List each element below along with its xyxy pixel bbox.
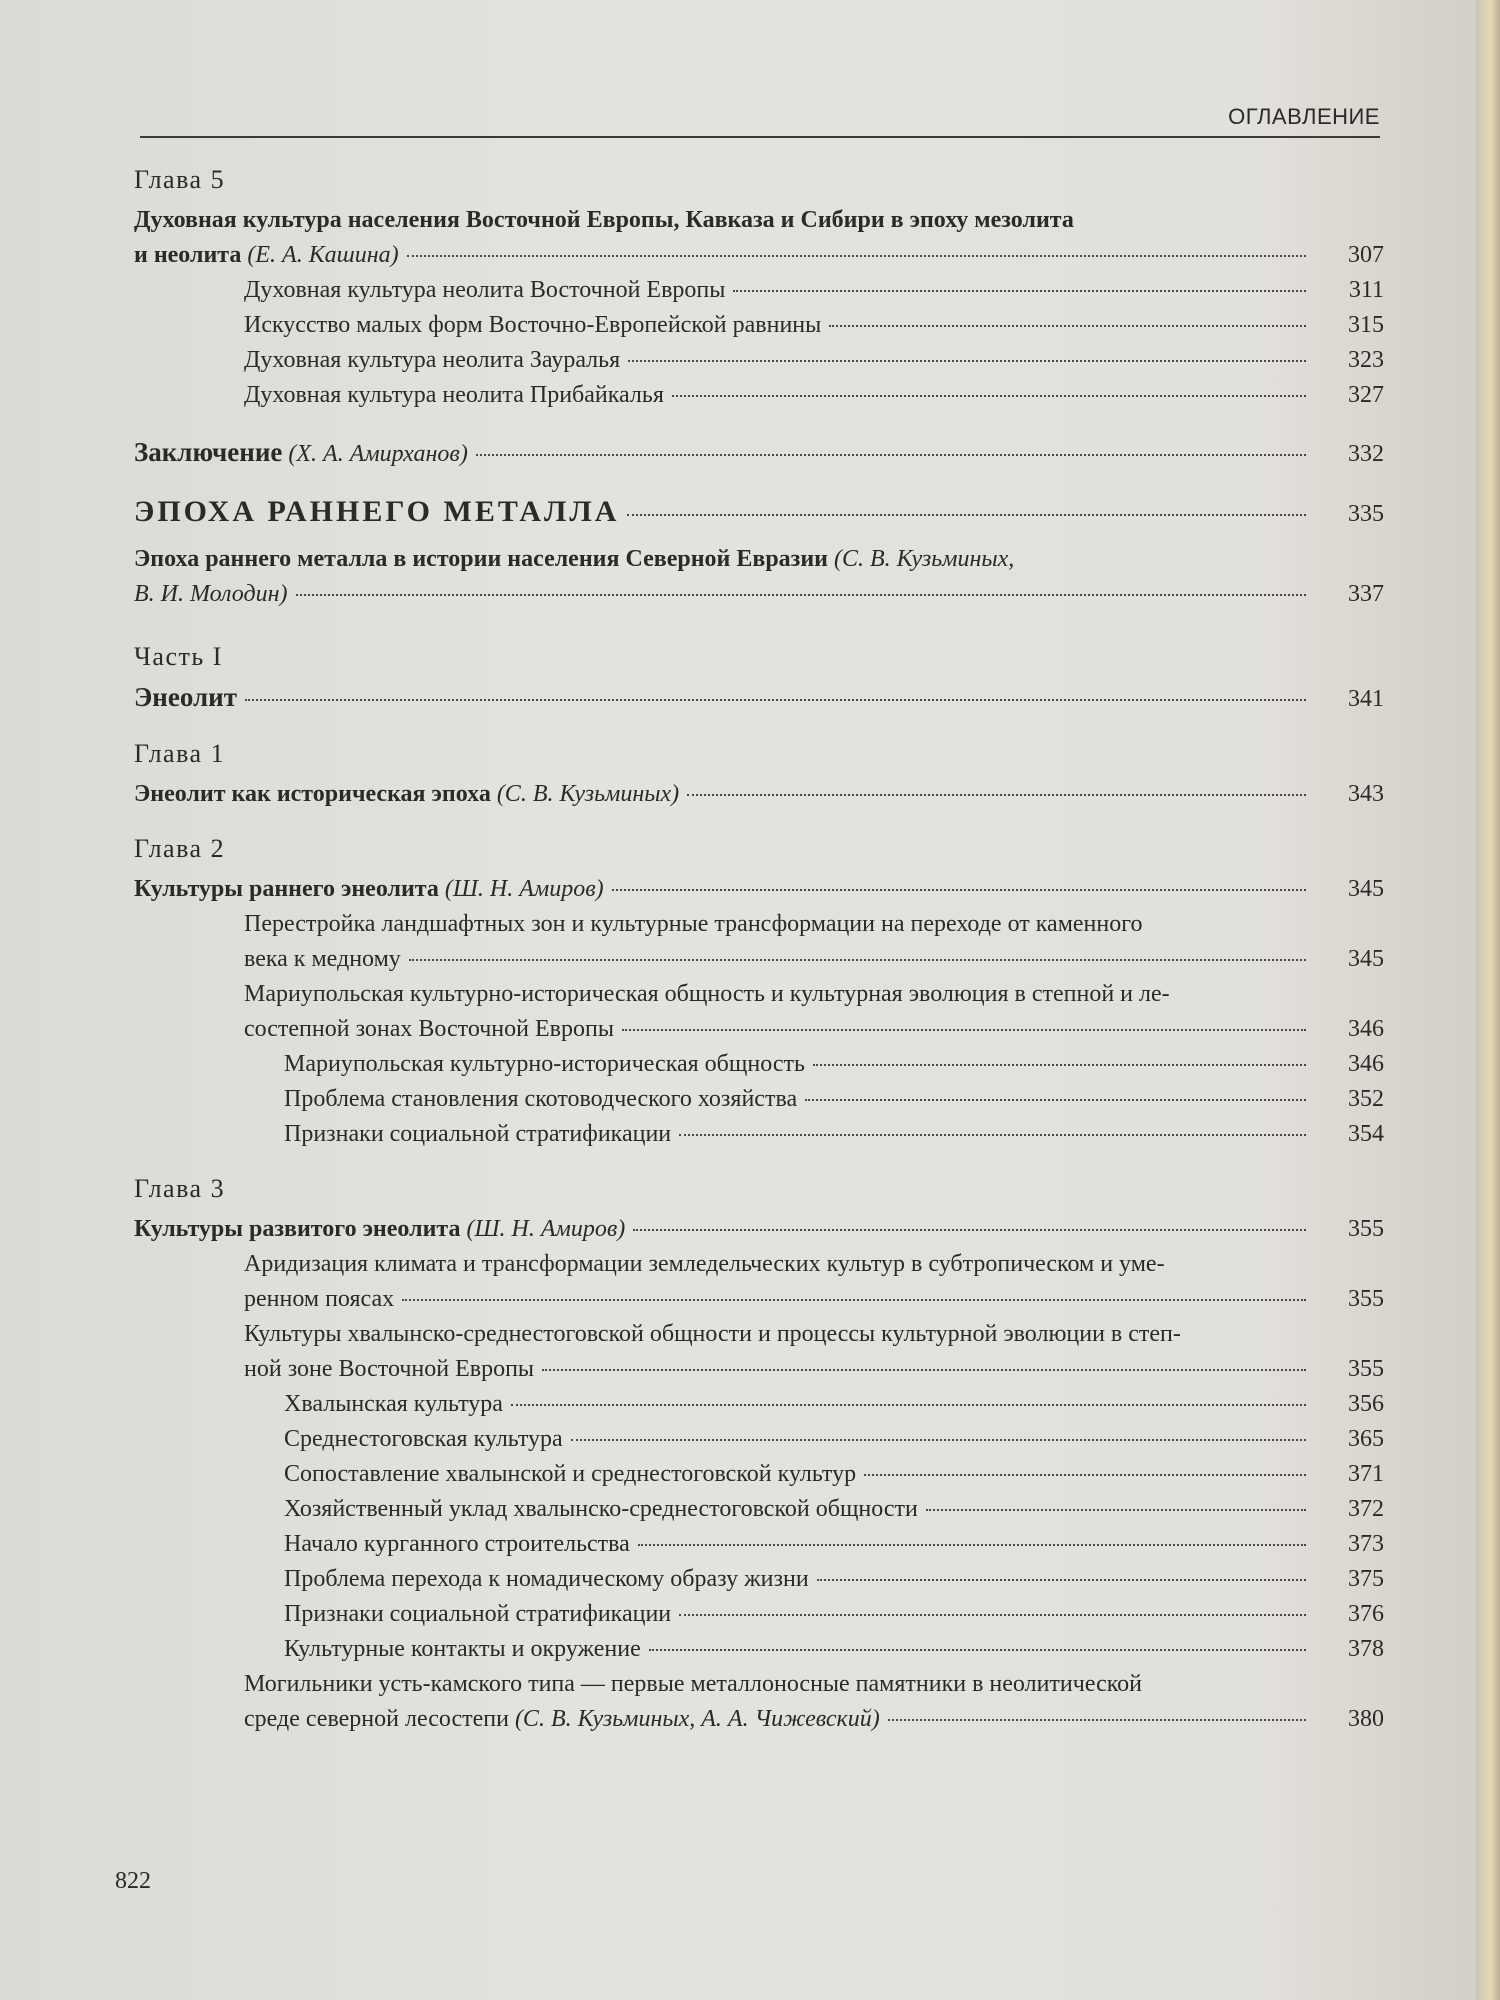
toc-entry-title: Энеолит как историческая эпоха bbox=[134, 781, 491, 807]
page-ref: 371 bbox=[1348, 1461, 1384, 1487]
dot-leader bbox=[511, 1404, 1306, 1406]
dot-leader bbox=[813, 1064, 1306, 1066]
toc-entry-title: Проблема становления скотоводческого хозяйства bbox=[284, 1086, 798, 1112]
toc-entry-title: Аридизация климата и трансформации земледельческих культур в субтропическом и уме- bbox=[244, 1251, 1165, 1277]
dot-leader bbox=[296, 594, 1306, 596]
toc-entry-title: ной зоне Восточной Европы bbox=[244, 1356, 535, 1382]
toc-entry-author: (С. В. Кузьминых, А. А. Чижевский) bbox=[514, 1706, 880, 1732]
page-ref: 372 bbox=[1348, 1496, 1384, 1522]
header-rule bbox=[140, 136, 1380, 138]
dot-leader bbox=[571, 1439, 1306, 1441]
page-number: 822 bbox=[115, 1868, 151, 1894]
toc-entry[interactable] bbox=[134, 494, 1384, 532]
page-ref: 311 bbox=[1348, 277, 1384, 303]
toc-entry-title: Духовная культура неолита Восточной Европы bbox=[244, 277, 726, 303]
toc-entry-title: Энеолит bbox=[134, 682, 237, 712]
dot-leader bbox=[817, 1579, 1306, 1581]
dot-leader bbox=[612, 889, 1306, 891]
page-ref: 355 bbox=[1348, 1216, 1384, 1242]
dot-leader bbox=[409, 959, 1306, 961]
toc-entry[interactable] bbox=[134, 378, 1384, 413]
dot-leader bbox=[542, 1369, 1306, 1371]
dot-leader bbox=[888, 1719, 1306, 1721]
toc-entry-title: Мариупольская культурно-историческая общность и культурная эволюция в степной и ле- bbox=[244, 981, 1170, 1007]
page-ref: 380 bbox=[1348, 1706, 1384, 1732]
dot-leader bbox=[687, 794, 1306, 796]
dot-leader bbox=[245, 699, 1306, 701]
page-edge bbox=[1476, 0, 1500, 2000]
toc-entry-title: ренном поясах bbox=[244, 1286, 395, 1312]
dot-leader bbox=[805, 1099, 1306, 1101]
dot-leader bbox=[679, 1614, 1306, 1616]
page-ref: 375 bbox=[1348, 1566, 1384, 1592]
toc-entry[interactable] bbox=[134, 1047, 1384, 1082]
dot-leader bbox=[622, 1029, 1306, 1031]
toc-entry-title: Признаки социальной стратификации bbox=[284, 1121, 672, 1147]
toc-entry-title: Культурные контакты и окружение bbox=[284, 1636, 641, 1662]
page-ref: 378 bbox=[1348, 1636, 1384, 1662]
toc-entry-title: Мариупольская культурно-историческая общность bbox=[284, 1051, 805, 1077]
toc-entry[interactable] bbox=[134, 238, 1384, 273]
page-ref: 352 bbox=[1348, 1086, 1384, 1112]
dot-leader bbox=[628, 360, 1306, 362]
page-ref: 343 bbox=[1348, 781, 1384, 807]
toc-entry-title: Заключение bbox=[134, 437, 283, 467]
toc-entry-title: и неолита bbox=[134, 242, 242, 268]
page-ref: 356 bbox=[1348, 1391, 1384, 1417]
table-of-contents bbox=[134, 165, 1384, 1737]
toc-entry-author: (С. В. Кузьминых, bbox=[833, 546, 1015, 572]
toc-entry[interactable] bbox=[134, 1492, 1384, 1527]
page-ref: 346 bbox=[1348, 1051, 1384, 1077]
toc-entry-title: Среднестоговская культура bbox=[284, 1426, 563, 1452]
toc-entry-multiline[interactable] bbox=[134, 542, 1384, 577]
dot-leader bbox=[672, 395, 1306, 397]
running-head: ОГЛАВЛЕНИЕ bbox=[1228, 104, 1380, 129]
dot-leader bbox=[476, 454, 1306, 456]
toc-entry-title: среде северной лесостепи bbox=[244, 1706, 509, 1732]
dot-leader bbox=[926, 1509, 1306, 1511]
part-label: Часть I bbox=[134, 642, 223, 671]
dot-leader bbox=[733, 290, 1306, 292]
toc-entry-title: Могильники усть-камского типа — первые металлоносные памятники в неолитической bbox=[244, 1671, 1143, 1697]
toc-entry-title: Признаки социальной стратификации bbox=[284, 1601, 672, 1627]
page-ref: 323 bbox=[1348, 347, 1384, 373]
chapter-label: Глава 3 bbox=[134, 1174, 226, 1203]
dot-leader bbox=[402, 1299, 1306, 1301]
toc-entry-title: Проблема перехода к номадическому образу жизни bbox=[284, 1566, 809, 1592]
toc-entry-author: (Е. А. Кашина) bbox=[247, 242, 399, 268]
page-ref: 346 bbox=[1348, 1016, 1384, 1042]
toc-entry[interactable] bbox=[134, 777, 1384, 812]
dot-leader bbox=[407, 255, 1306, 257]
toc-entry[interactable] bbox=[134, 680, 1384, 717]
page-ref: 307 bbox=[1348, 242, 1384, 268]
page-ref: 354 bbox=[1348, 1121, 1384, 1147]
toc-entry[interactable] bbox=[134, 577, 1384, 612]
toc-entry[interactable] bbox=[134, 308, 1384, 343]
toc-entry-author: (Х. А. Амирханов) bbox=[288, 441, 468, 467]
page-ref: 345 bbox=[1348, 946, 1384, 972]
toc-entry[interactable] bbox=[134, 1597, 1384, 1632]
toc-entry-title: Начало курганного строительства bbox=[284, 1531, 630, 1557]
page-ref: 341 bbox=[1348, 686, 1384, 712]
chapter-label: Глава 1 bbox=[134, 739, 226, 768]
toc-entry[interactable] bbox=[134, 435, 1384, 472]
toc-entry[interactable] bbox=[134, 1387, 1384, 1422]
chapter-label: Глава 2 bbox=[134, 834, 226, 863]
toc-entry-title: Хозяйственный уклад хвалынско-среднестоговской общности bbox=[284, 1496, 918, 1522]
dot-leader bbox=[627, 514, 1306, 516]
toc-entry-author: В. И. Молодин) bbox=[134, 581, 288, 607]
page-ref: 337 bbox=[1348, 581, 1384, 607]
page-ref: 345 bbox=[1348, 876, 1384, 902]
dot-leader bbox=[679, 1134, 1306, 1136]
toc-entry[interactable] bbox=[134, 1702, 1384, 1737]
dot-leader bbox=[649, 1649, 1306, 1651]
toc-entry-title: Сопоставление хвалынской и среднестоговской культур bbox=[284, 1461, 857, 1487]
toc-entry[interactable] bbox=[134, 273, 1384, 308]
dot-leader bbox=[633, 1229, 1306, 1231]
page-ref: 373 bbox=[1348, 1531, 1384, 1557]
chapter-label: Глава 5 bbox=[134, 165, 226, 194]
toc-entry[interactable] bbox=[134, 1282, 1384, 1317]
page-ref: 355 bbox=[1348, 1356, 1384, 1382]
toc-entry[interactable] bbox=[134, 942, 1384, 977]
toc-entry-title: Культуры хвалынско-среднестоговской общности и процессы культурной эволюции в степ- bbox=[244, 1321, 1181, 1347]
dot-leader bbox=[829, 325, 1306, 327]
toc-entry-title: Хвалынская культура bbox=[284, 1391, 503, 1417]
toc-entry[interactable] bbox=[134, 1117, 1384, 1152]
toc-entry-title: Культуры развитого энеолита bbox=[134, 1216, 461, 1242]
toc-entry[interactable] bbox=[134, 1082, 1384, 1117]
toc-entry-title: Духовная культура населения Восточной Европы, Кавказа и Сибири в эпоху мезолита bbox=[134, 207, 1074, 233]
toc-entry[interactable] bbox=[134, 1457, 1384, 1492]
page-ref: 355 bbox=[1348, 1286, 1384, 1312]
toc-entry-title: века к медному bbox=[244, 946, 401, 972]
toc-entry-title: Духовная культура неолита Прибайкалья bbox=[244, 382, 664, 408]
toc-entry[interactable] bbox=[134, 1562, 1384, 1597]
toc-entry-author: (Ш. Н. Амиров) bbox=[466, 1216, 626, 1242]
toc-entry[interactable] bbox=[134, 1422, 1384, 1457]
toc-entry-title: Искусство малых форм Восточно-Европейской равнины bbox=[244, 312, 822, 338]
section-heading: ЭПОХА РАННЕГО МЕТАЛЛА bbox=[134, 495, 620, 528]
toc-entry-title: состепной зонах Восточной Европы bbox=[244, 1016, 614, 1042]
toc-entry-author: (Ш. Н. Амиров) bbox=[444, 876, 604, 902]
page-ref: 332 bbox=[1348, 441, 1384, 467]
toc-entry[interactable] bbox=[134, 1212, 1384, 1247]
page-ref: 315 bbox=[1348, 312, 1384, 338]
dot-leader bbox=[864, 1474, 1306, 1476]
page-ref: 376 bbox=[1348, 1601, 1384, 1627]
toc-entry[interactable] bbox=[134, 1527, 1384, 1562]
page-ref: 335 bbox=[1348, 501, 1384, 527]
toc-entry[interactable] bbox=[134, 1352, 1384, 1387]
dot-leader bbox=[638, 1544, 1306, 1546]
toc-entry[interactable] bbox=[134, 343, 1384, 378]
page-ref: 365 bbox=[1348, 1426, 1384, 1452]
toc-entry[interactable] bbox=[134, 872, 1384, 907]
toc-entry[interactable] bbox=[134, 1632, 1384, 1667]
page-ref: 327 bbox=[1348, 382, 1384, 408]
toc-entry-title: Эпоха раннего металла в истории населения Северной Евразии bbox=[134, 546, 828, 572]
toc-entry[interactable] bbox=[134, 1012, 1384, 1047]
toc-entry-title: Перестройка ландшафтных зон и культурные трансформации на переходе от каменного bbox=[244, 911, 1143, 937]
toc-entry-title: Духовная культура неолита Зауралья bbox=[244, 347, 621, 373]
toc-entry-author: (С. В. Кузьминых) bbox=[496, 781, 680, 807]
toc-entry-title: Культуры раннего энеолита bbox=[134, 876, 439, 902]
